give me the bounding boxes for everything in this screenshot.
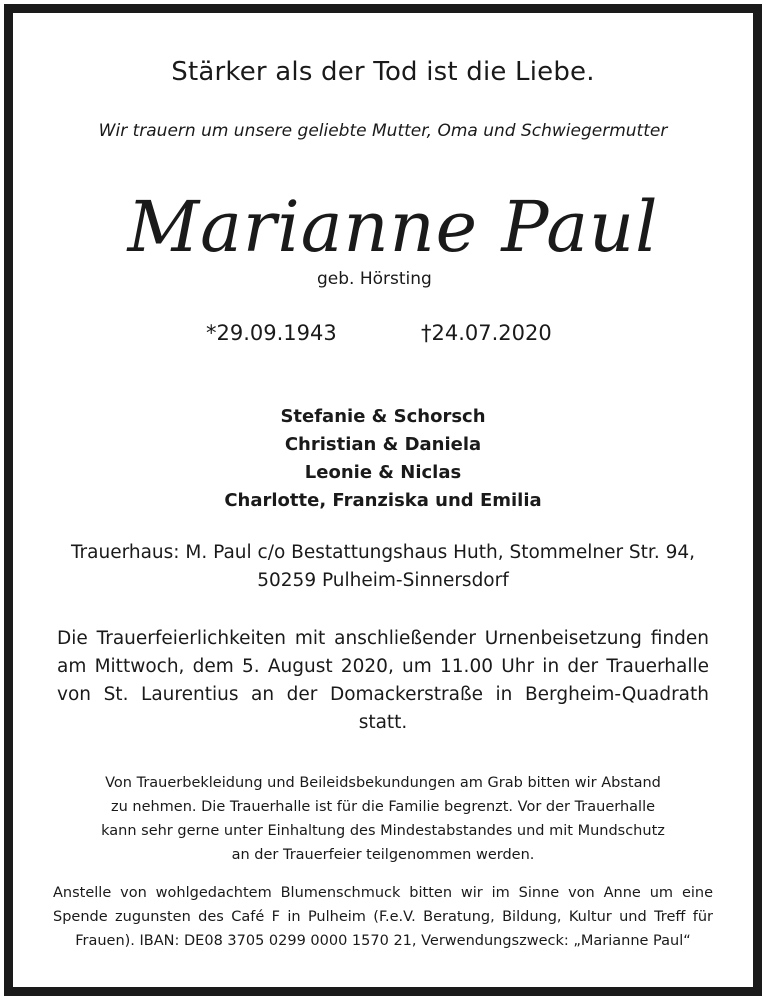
family-member: Leonie & Niclas	[304, 462, 462, 483]
mourning-house-address	[53, 539, 713, 595]
dagger-icon: †	[421, 321, 432, 345]
notice-line: kann sehr gerne unter Einhaltung des Mindestabstandes und mit Mundschutz	[101, 823, 665, 839]
motto: Stärker als der Tod ist die Liebe.	[171, 57, 595, 87]
family-member: Stefanie & Schorsch	[280, 406, 486, 427]
family-member: Charlotte, Franziska und Emilia	[224, 490, 542, 511]
ceremony-info: Die Trauerfeierlichkeiten mit anschließender Urnenbeisetzung finden am Mittwoch, dem 5. August 2020, um 11.00 Uhr in der Trauerhalle von St. Laurentius an der Domackerstraße in Bergheim-Quadrath statt.	[57, 628, 709, 733]
deceased-name-signature	[103, 183, 683, 273]
intro-text: Wir trauern um unsere geliebte Mutter, Oma und Schwiegermutter	[98, 121, 668, 141]
death-date: 24.07.2020	[431, 321, 552, 345]
death-date-group	[421, 321, 552, 345]
mourning-house-line: Trauerhaus: M. Paul c/o Bestattungshaus Huth, Stommelner Str. 94,	[70, 542, 696, 563]
maiden-name: geb. Hörsting	[317, 269, 432, 289]
family-list	[13, 403, 753, 515]
notice-line: an der Trauerfeier teilgenommen werden.	[231, 847, 535, 863]
covid-notice	[53, 771, 713, 867]
signature-svg	[103, 183, 683, 273]
donation-request: Anstelle von wohlgedachtem Blumenschmuck bitten wir im Sinne von Anne um eine Spende zugunsten des Café F in Pulheim (F.e.V. Beratung, Bildung, Kultur und Treff für Frauen). IBAN: DE08 3705 0299 0000 1570 21, Verwendungszweck: „Marianne Paul“	[53, 885, 713, 949]
obituary-frame	[4, 4, 762, 996]
deceased-name: Marianne Paul	[127, 186, 659, 268]
birth-date: *29.09.1943	[206, 321, 337, 345]
mourning-house-line: 50259 Pulheim-Sinnersdorf	[257, 570, 509, 591]
obituary-content	[13, 13, 753, 987]
life-dates	[13, 321, 753, 351]
notice-line: zu nehmen. Die Trauerhalle ist für die Familie begrenzt. Vor der Trauerhalle	[110, 799, 656, 815]
notice-line: Von Trauerbekleidung und Beileidsbekundungen am Grab bitten wir Abstand	[105, 775, 661, 791]
family-member: Christian & Daniela	[284, 434, 482, 455]
